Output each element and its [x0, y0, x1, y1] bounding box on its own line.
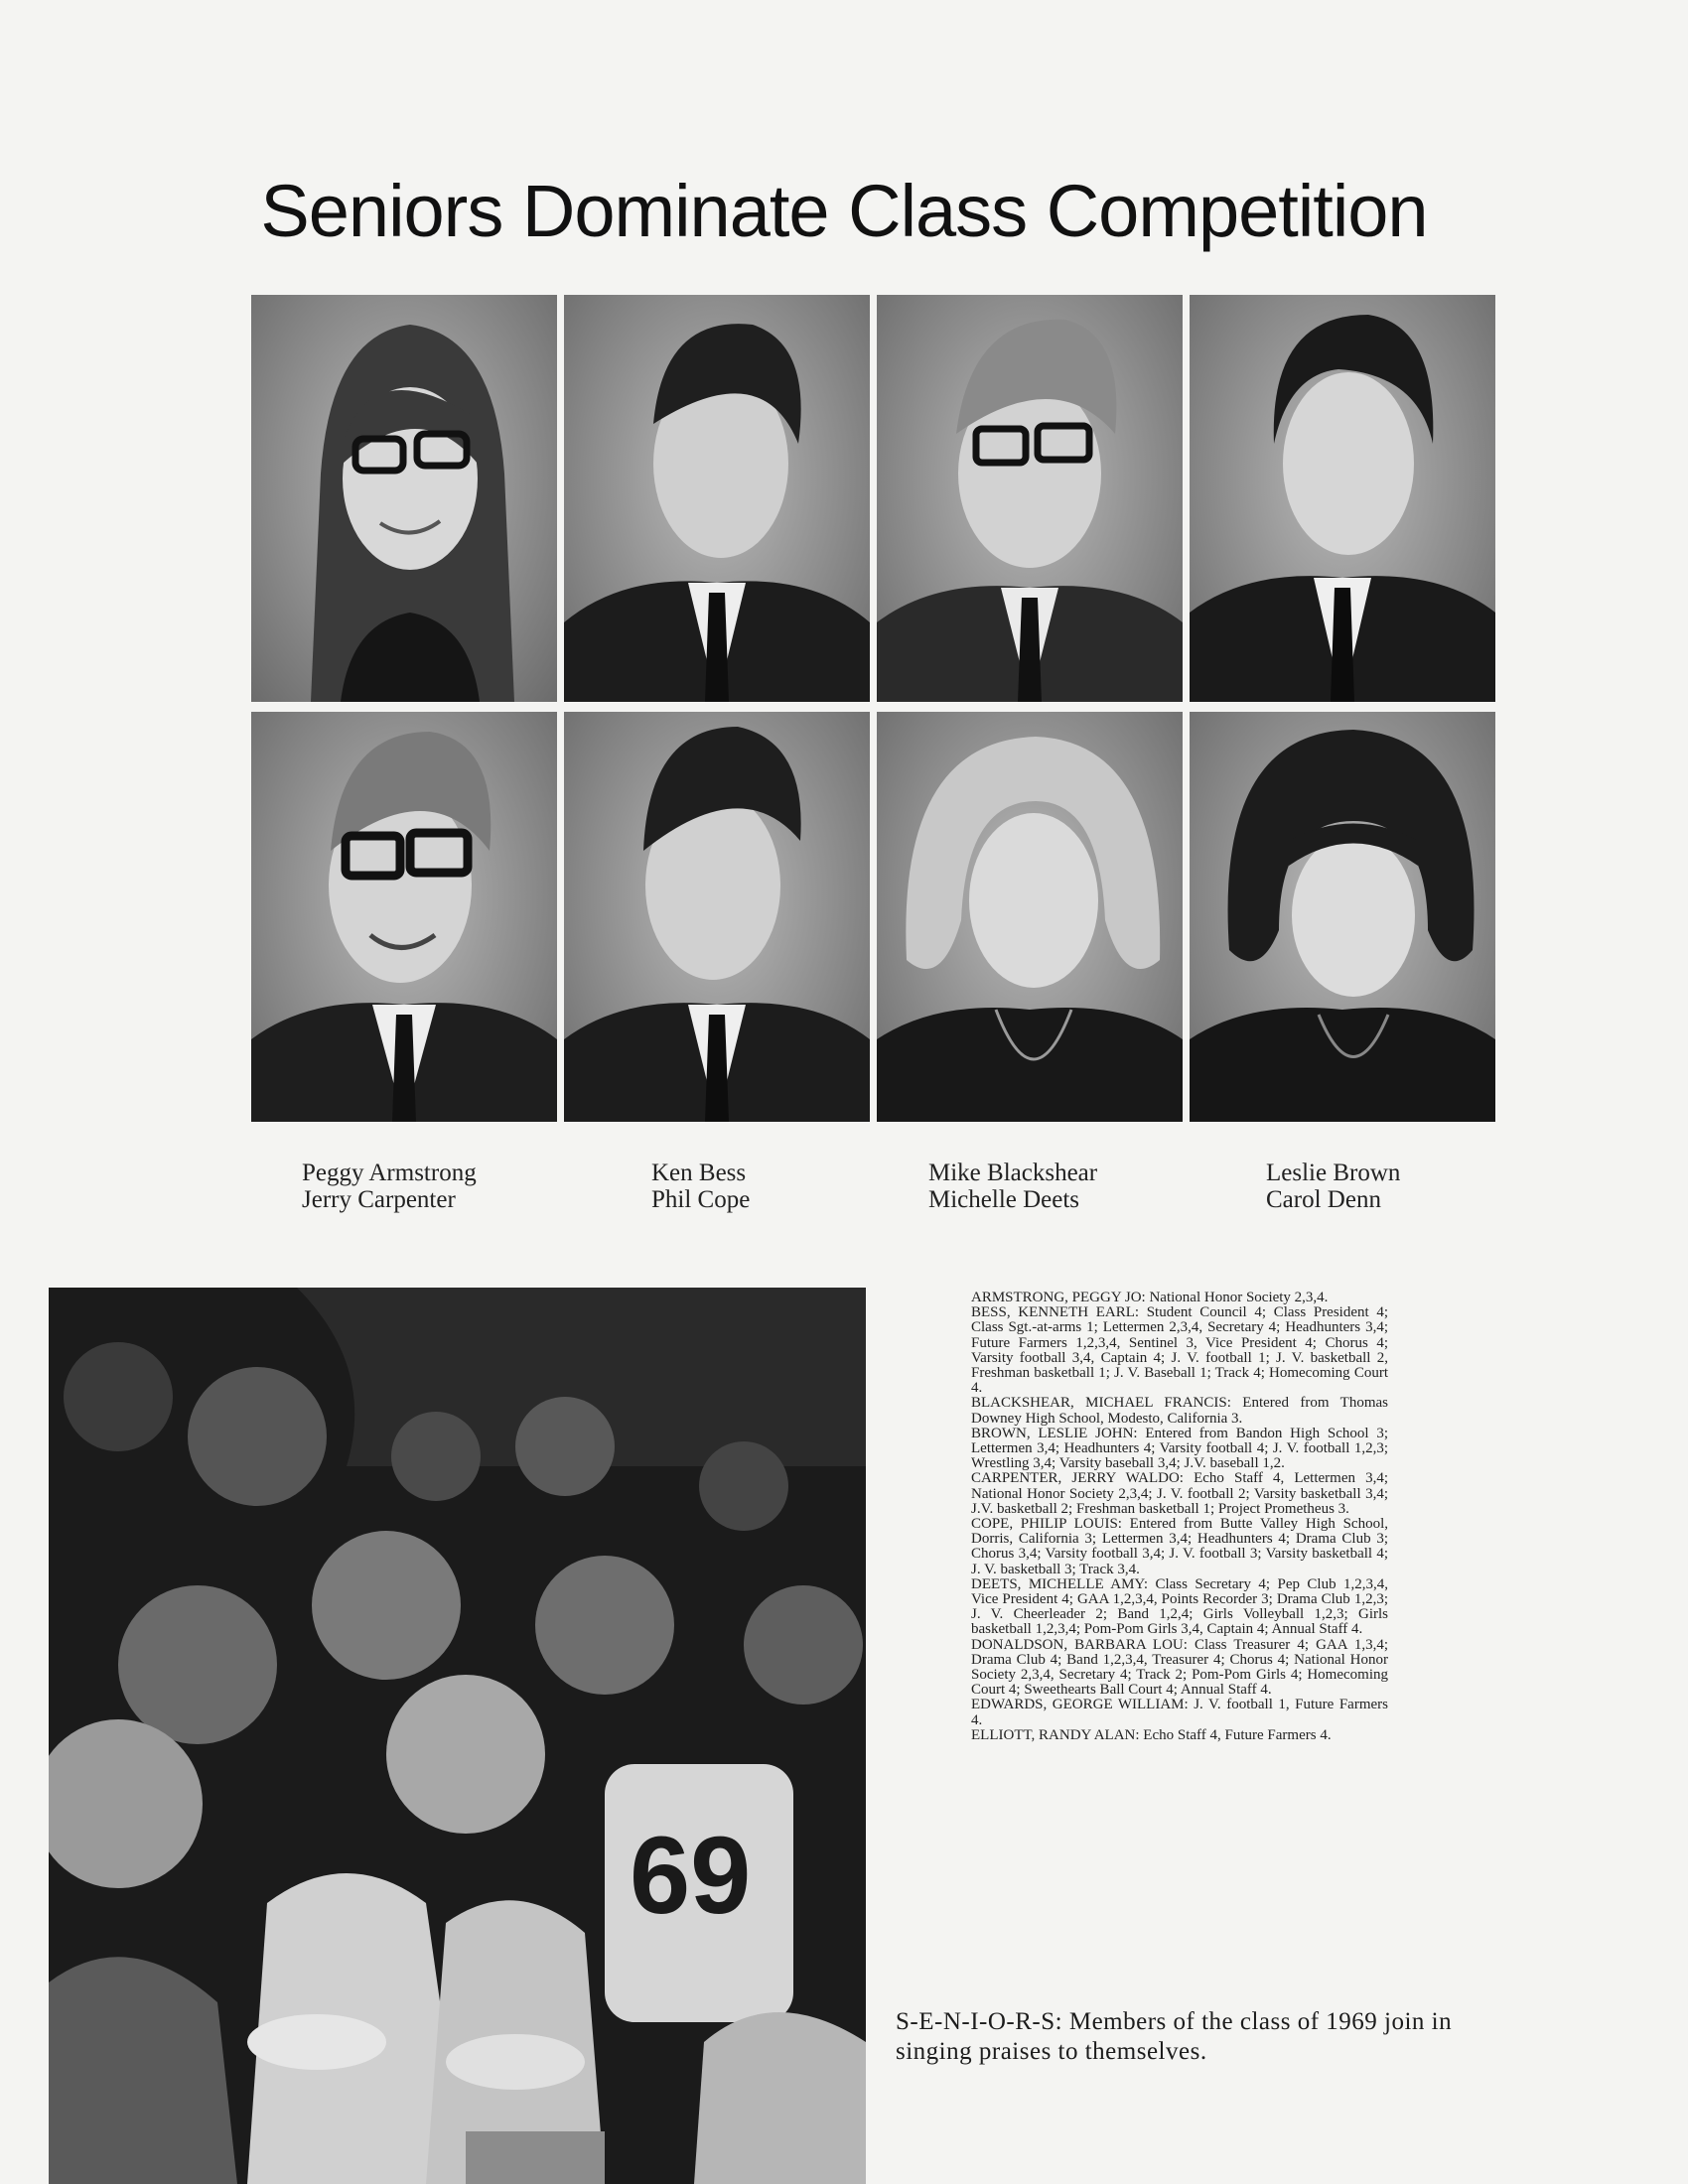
- portrait-ken-bess: [564, 295, 870, 702]
- name-label: Carol Denn: [1266, 1186, 1381, 1213]
- names-column-2: [651, 1160, 750, 1213]
- bio-entry: DEETS, MICHELLE AMY: Class Secretary 4; Pep Club 1,2,3,4, Vice President 4; GAA 1,2,3,4, Points Recorder 3; Drama Club 1,2,3; J. V. Cheerleader 2; Band 1,2,4; Girls Volleyball 1,2,3; Girls basketball 1,2,3,4; Pom-Pom Girls 3,4, Captain 4; Annual Staff 4.: [971, 1575, 1388, 1638]
- portrait-phil-cope: [564, 712, 870, 1122]
- bio-entry: BLACKSHEAR, MICHAEL FRANCIS: Entered from Thomas Downey High School, Modesto, California 3.: [971, 1395, 1388, 1427]
- bio-entry: CARPENTER, JERRY WALDO: Echo Staff 4, Lettermen 3,4; National Honor Society 2,3,4; J. V. football 2; Varsity basketball 3,4; J.V. basketball 2; Freshman basketball 1; Project Prometheus 3.: [971, 1470, 1388, 1517]
- crowd-photo: [49, 1288, 866, 2184]
- portrait-carol-denn: [1190, 712, 1495, 1122]
- portrait-peggy-armstrong: [251, 295, 557, 702]
- name-label: Ken Bess: [651, 1160, 747, 1186]
- bio-entry: ARMSTRONG, PEGGY JO: National Honor Society 2,3,4.: [971, 1290, 1329, 1305]
- portrait-leslie-brown: [1190, 295, 1495, 702]
- bio-entry: BESS, KENNETH EARL: Student Council 4; Class President 4; Class Sgt.-at-arms 1; Lettermen 2,3,4, Secretary 4; Headhunters 3,4; Future Farmers 1,2,3,4, Sentinel 3, Vice President 4; Chorus 4; Varsity football 3,4, Captain 4; J. V. football 1; J. V. basketball 2, Freshman basketball 1; J. V. Baseball 1; Track 4; Homecoming Court 4.: [971, 1304, 1388, 1397]
- photo-caption: S-E-N-I-O-R-S: Members of the class of 1969 join in singing praises to themselves.: [896, 2008, 1453, 2065]
- names-column-1: [302, 1160, 477, 1213]
- page-title: Seniors Dominate Class Competition: [260, 170, 1428, 252]
- senior-biographies: [971, 1291, 1388, 1743]
- name-label: Mike Blackshear: [928, 1160, 1098, 1186]
- bio-entry: EDWARDS, GEORGE WILLIAM: J. V. football 1, Future Farmers 4.: [971, 1697, 1388, 1728]
- portrait-jerry-carpenter: [251, 712, 557, 1122]
- portrait-mike-blackshear: [877, 295, 1183, 702]
- name-label: Michelle Deets: [928, 1186, 1080, 1213]
- name-label: Peggy Armstrong: [302, 1160, 477, 1186]
- portrait-michelle-deets: [877, 712, 1183, 1122]
- bio-entry: DONALDSON, BARBARA LOU: Class Treasurer 4; GAA 1,3,4; Drama Club 4; Band 1,2,3,4, Treasurer 4; Chorus 4; National Honor Society 2,3,4, Secretary 4; Track 2; Pom-Pom Girls 4; Homecoming Court 4; Sweethearts Ball Court 4; Annual Staff 4.: [971, 1636, 1388, 1699]
- names-column-4: [1266, 1160, 1400, 1213]
- bio-entry: ELLIOTT, RANDY ALAN: Echo Staff 4, Future Farmers 4.: [971, 1726, 1332, 1743]
- jersey-number: 69: [630, 1815, 752, 1937]
- name-label: Leslie Brown: [1266, 1160, 1401, 1186]
- name-label: Jerry Carpenter: [302, 1186, 456, 1213]
- bio-entry: BROWN, LESLIE JOHN: Entered from Bandon High School 3; Lettermen 3,4; Headhunters 4; Varsity football 4; J. V. football 1,2,3; Wrestling 3,4; Varsity baseball 3,4; J.V. baseball 1,2.: [971, 1425, 1388, 1472]
- names-column-3: [928, 1160, 1097, 1213]
- name-label: Phil Cope: [651, 1186, 751, 1213]
- bio-entry: COPE, PHILIP LOUIS: Entered from Butte Valley High School, Dorris, California 3; Lettermen 3,4; Headhunters 4; Drama Club 3; Chorus 3,4; Varsity football 3,4; J. V. football 3; Varsity basketball 4; J. V. basketball 3; Track 3,4.: [971, 1516, 1388, 1577]
